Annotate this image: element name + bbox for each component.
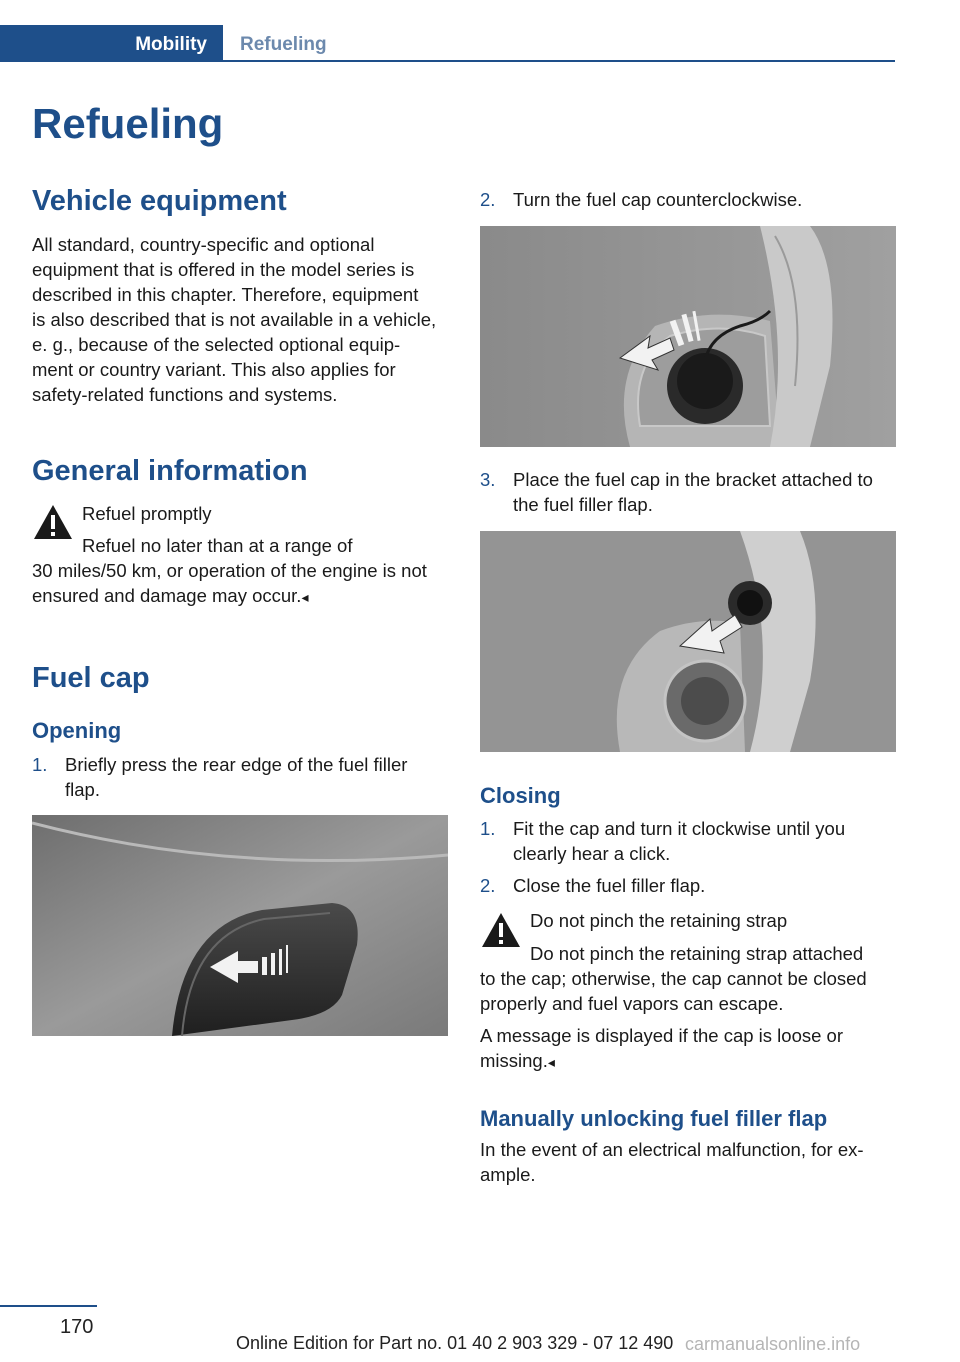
- text-line: clearly hear a click.: [513, 843, 671, 864]
- list-item: [480, 873, 900, 898]
- step-number: 2.: [480, 189, 496, 210]
- warning-title-refuel: Refuel promptly: [82, 503, 212, 524]
- text-line: properly and fuel vapors can escape.: [480, 993, 784, 1014]
- list-item: [480, 467, 900, 517]
- end-mark-icon: ◂: [547, 1054, 555, 1070]
- text-line-with-end-mark: [480, 1048, 900, 1075]
- text-line: flap.: [65, 779, 100, 800]
- step-text: [513, 467, 900, 517]
- list-item: [480, 187, 900, 212]
- end-mark-icon: ◂: [301, 589, 309, 605]
- tab-refueling[interactable]: Refueling: [240, 34, 327, 55]
- heading-fuel-cap: Fuel cap: [32, 662, 150, 694]
- text-line: ment or country variant. This also applies for: [32, 359, 396, 380]
- step-text: [513, 873, 900, 898]
- watermark: carmanualsonline.info: [685, 1334, 861, 1354]
- step-text: [513, 187, 900, 212]
- text-line: Do not pinch the retaining strap attached: [530, 943, 864, 964]
- header-bar: [0, 25, 895, 62]
- tab-mobility-label: Mobility: [135, 34, 207, 55]
- list-item: [32, 752, 452, 802]
- message-text: [480, 1023, 900, 1075]
- manual-unlock-text: [480, 1137, 900, 1187]
- text-line: Refuel no later than at a range of: [82, 535, 353, 556]
- heading-vehicle-equipment: Vehicle equipment: [32, 185, 287, 217]
- photo-press-fuel-filler-flap: [32, 815, 448, 1036]
- heading-manual-unlock: Manually unlocking fuel filler flap: [480, 1106, 828, 1131]
- step-number: 1.: [32, 754, 48, 775]
- text-line: Turn the fuel cap counterclockwise.: [513, 189, 803, 210]
- warning-text-strap: [480, 941, 900, 1016]
- text-line: In the event of an electrical malfunction, for ex-: [480, 1139, 864, 1160]
- text-line: All standard, country-specific and optional: [32, 234, 375, 255]
- photo-turn-fuel-cap: [480, 226, 896, 447]
- text-line: Close the fuel filler flap.: [513, 875, 706, 896]
- step-number: 1.: [480, 818, 496, 839]
- text-line: to the cap; otherwise, the cap cannot be closed: [480, 968, 867, 989]
- page-title: Refueling: [32, 100, 224, 147]
- text-line: Place the fuel cap in the bracket attached to: [513, 469, 873, 490]
- list-item: [480, 816, 900, 866]
- step-number: 2.: [480, 875, 496, 896]
- text-line: Fit the cap and turn it clockwise until you: [513, 818, 846, 839]
- text-line: is also described that is not available in a vehicle,: [32, 309, 437, 330]
- text-line: missing.: [480, 1050, 548, 1071]
- vehicle-equipment-text: [32, 232, 452, 407]
- text-line: equipment that is offered in the model series is: [32, 259, 415, 280]
- heading-closing: Closing: [480, 783, 561, 808]
- text-line: the fuel filler flap.: [513, 494, 653, 515]
- warning-title-strap: Do not pinch the retaining strap: [530, 910, 788, 931]
- text-line: ensured and damage may occur.: [32, 585, 302, 606]
- text-line: 30 miles/50 km, or operation of the engine is not: [32, 560, 427, 581]
- text-line: described in this chapter. Therefore, equipment: [32, 284, 419, 305]
- tab-mobility[interactable]: [0, 25, 223, 62]
- text-line-with-end-mark: [32, 583, 452, 610]
- step-number: 3.: [480, 469, 496, 490]
- step-text: [65, 752, 452, 802]
- text-line: Briefly press the rear edge of the fuel filler: [65, 754, 408, 775]
- heading-opening: Opening: [32, 718, 122, 743]
- text-line: safety-related functions and systems.: [32, 384, 338, 405]
- step-text: [513, 816, 900, 866]
- text-line: e. g., because of the selected optional equip-: [32, 334, 401, 355]
- page-number: 170: [60, 1316, 94, 1338]
- text-line: ample.: [480, 1164, 536, 1185]
- header-divider: [0, 60, 895, 62]
- heading-general-information: General information: [32, 455, 308, 487]
- warning-text-refuel: [32, 533, 452, 610]
- text-line: A message is displayed if the cap is loose or: [480, 1025, 843, 1046]
- edition-text: Online Edition for Part no. 01 40 2 903 329 - 07 12 490: [236, 1333, 674, 1353]
- photo-place-cap-in-bracket: [480, 531, 896, 752]
- footer-divider: [0, 1305, 97, 1307]
